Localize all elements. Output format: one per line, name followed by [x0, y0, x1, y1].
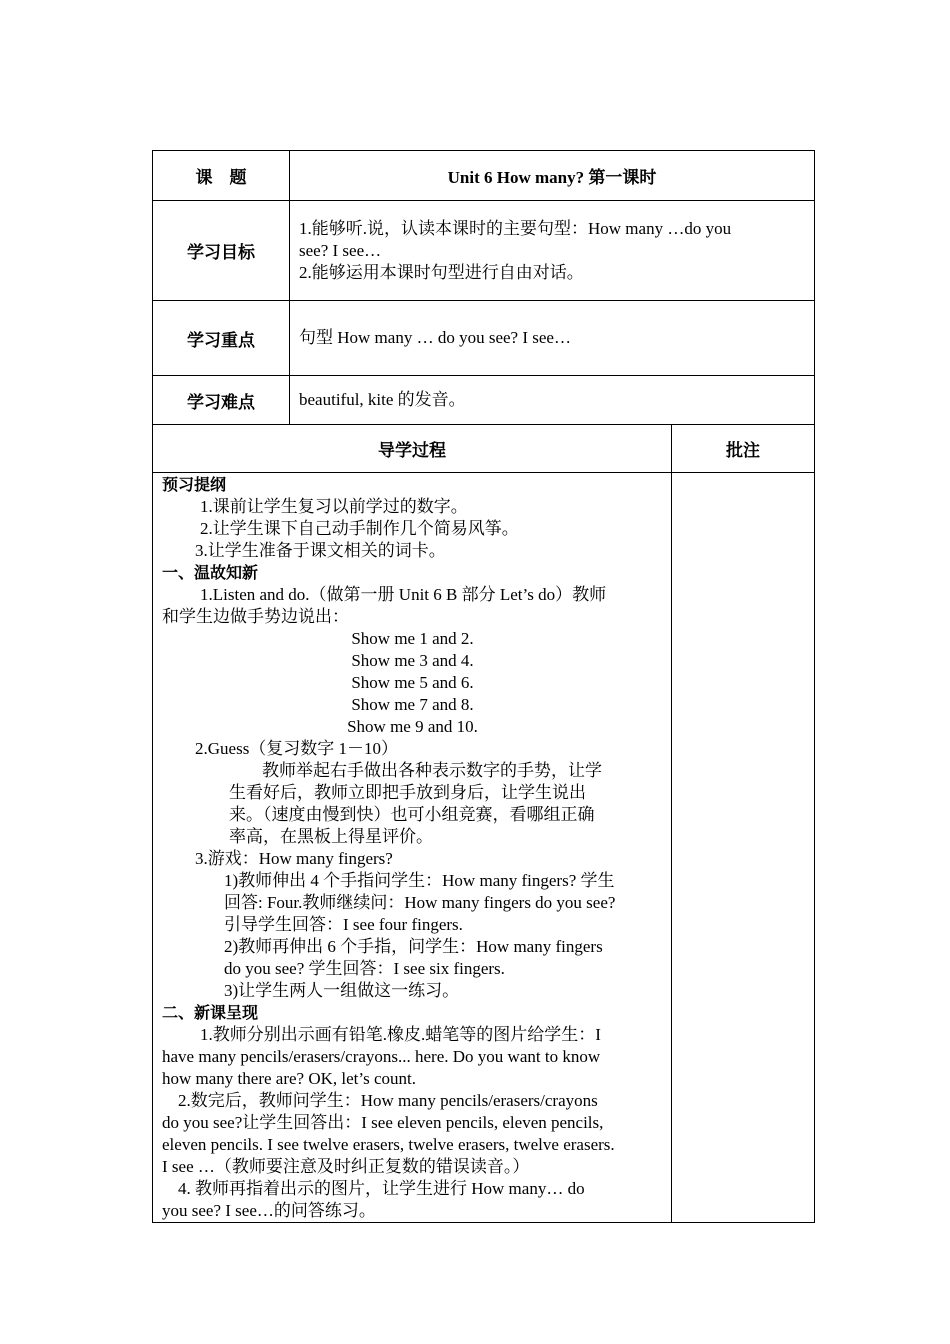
preview-item: 1.课前让学生复习以前学过的数字。 [200, 497, 468, 516]
show-me-line: Show me 5 and 6. [351, 673, 474, 692]
review-step-3-line: 3)让学生两人一组做这一练习。 [224, 981, 460, 1000]
review-step-2-line: 率高，在黑板上得星评价。 [229, 827, 433, 846]
review-heading: 一、温故知新 [162, 563, 259, 582]
new-step-4-line: 4. 教师再指着出示的图片，让学生进行 How many… do [178, 1179, 585, 1198]
new-step-1-line: how many there are? OK, let’s count. [162, 1069, 416, 1088]
preview-item: 3.让学生准备于课文相关的词卡。 [195, 541, 446, 560]
notes-header: 批注 [672, 425, 815, 473]
process-content [153, 473, 672, 1223]
preview-item: 2.让学生课下自己动手制作几个简易风筝。 [200, 519, 519, 538]
new-step-2-line: do you see?让学生回答出：I see eleven pencils, eleven pencils, [162, 1113, 604, 1132]
review-step-3-line: do you see? 学生回答：I see six fingers. [224, 959, 505, 978]
row-difficulties [153, 376, 815, 425]
row-objectives [153, 201, 815, 301]
notes-content [672, 473, 815, 1223]
show-me-line: Show me 1 and 2. [351, 629, 474, 648]
objectives-value [290, 201, 815, 301]
review-step-3-title: 3.游戏：How many fingers? [195, 849, 393, 868]
new-step-4-line: you see? I see…的问答练习。 [162, 1201, 376, 1220]
lesson-plan-table [152, 150, 815, 1223]
review-step-2-line: 生看好后，教师立即把手放到身后，让学生说出 [229, 783, 586, 802]
show-me-line: Show me 7 and 8. [351, 695, 474, 714]
new-step-2-line: 2.数完后，教师问学生：How many pencils/erasers/crayons [178, 1091, 598, 1110]
process-header: 导学过程 [153, 425, 672, 473]
review-step-2-line: 来。（速度由慢到快）也可小组竞赛，看哪组正确 [229, 805, 595, 824]
new-step-2-line: eleven pencils. I see twelve erasers, twelve erasers, twelve erasers. [162, 1135, 615, 1154]
topic-label: 课 题 [153, 151, 290, 201]
review-step-3-line: 回答: Four.教师继续问：How many fingers do you see? [224, 893, 616, 912]
review-step-3-line: 引导学生回答：I see four fingers. [224, 915, 463, 934]
difficulties-label: 学习难点 [153, 376, 290, 425]
preview-heading: 预习提纲 [162, 475, 227, 494]
objectives-line: 1.能够听.说，认读本课时的主要句型：How many …do you [299, 218, 732, 238]
row-topic [153, 151, 815, 201]
show-me-line: Show me 3 and 4. [351, 651, 474, 670]
review-step-1-line: 1.Listen and do.（做第一册 Unit 6 B 部分 Let’s do）教师 [200, 585, 607, 604]
show-me-line: Show me 9 and 10. [347, 717, 478, 736]
review-step-1-line: 和学生边做手势边说出： [162, 607, 349, 626]
objectives-line: 2.能够运用本课时句型进行自由对话。 [299, 262, 584, 282]
objectives-line: see? I see… [299, 240, 382, 260]
row-process-body [153, 473, 815, 1223]
new-step-2-line: I see …（教师要注意及时纠正复数的错误读音。） [162, 1157, 530, 1176]
difficulties-value: beautiful, kite 的发音。 [290, 376, 815, 425]
review-step-3-line: 1)教师伸出 4 个手指问学生：How many fingers? 学生 [224, 871, 615, 890]
row-process-header [153, 425, 815, 473]
new-lesson-heading: 二、新课呈现 [162, 1003, 259, 1022]
objectives-label: 学习目标 [153, 201, 290, 301]
topic-value: Unit 6 How many? 第一课时 [290, 151, 815, 201]
review-step-2-title: 2.Guess（复习数字 1－10） [195, 739, 399, 758]
row-key-points [153, 301, 815, 376]
review-step-2-line: 教师举起右手做出各种表示数字的手势，让学 [262, 761, 602, 780]
key-points-value: 句型 How many … do you see? I see… [290, 301, 815, 376]
review-step-3-line: 2)教师再伸出 6 个手指，问学生：How many fingers [224, 937, 603, 956]
new-step-1-line: have many pencils/erasers/crayons... here. Do you want to know [162, 1047, 601, 1066]
key-points-label: 学习重点 [153, 301, 290, 376]
new-step-1-line: 1.教师分别出示画有铅笔.橡皮.蜡笔等的图片给学生：I [200, 1025, 601, 1044]
